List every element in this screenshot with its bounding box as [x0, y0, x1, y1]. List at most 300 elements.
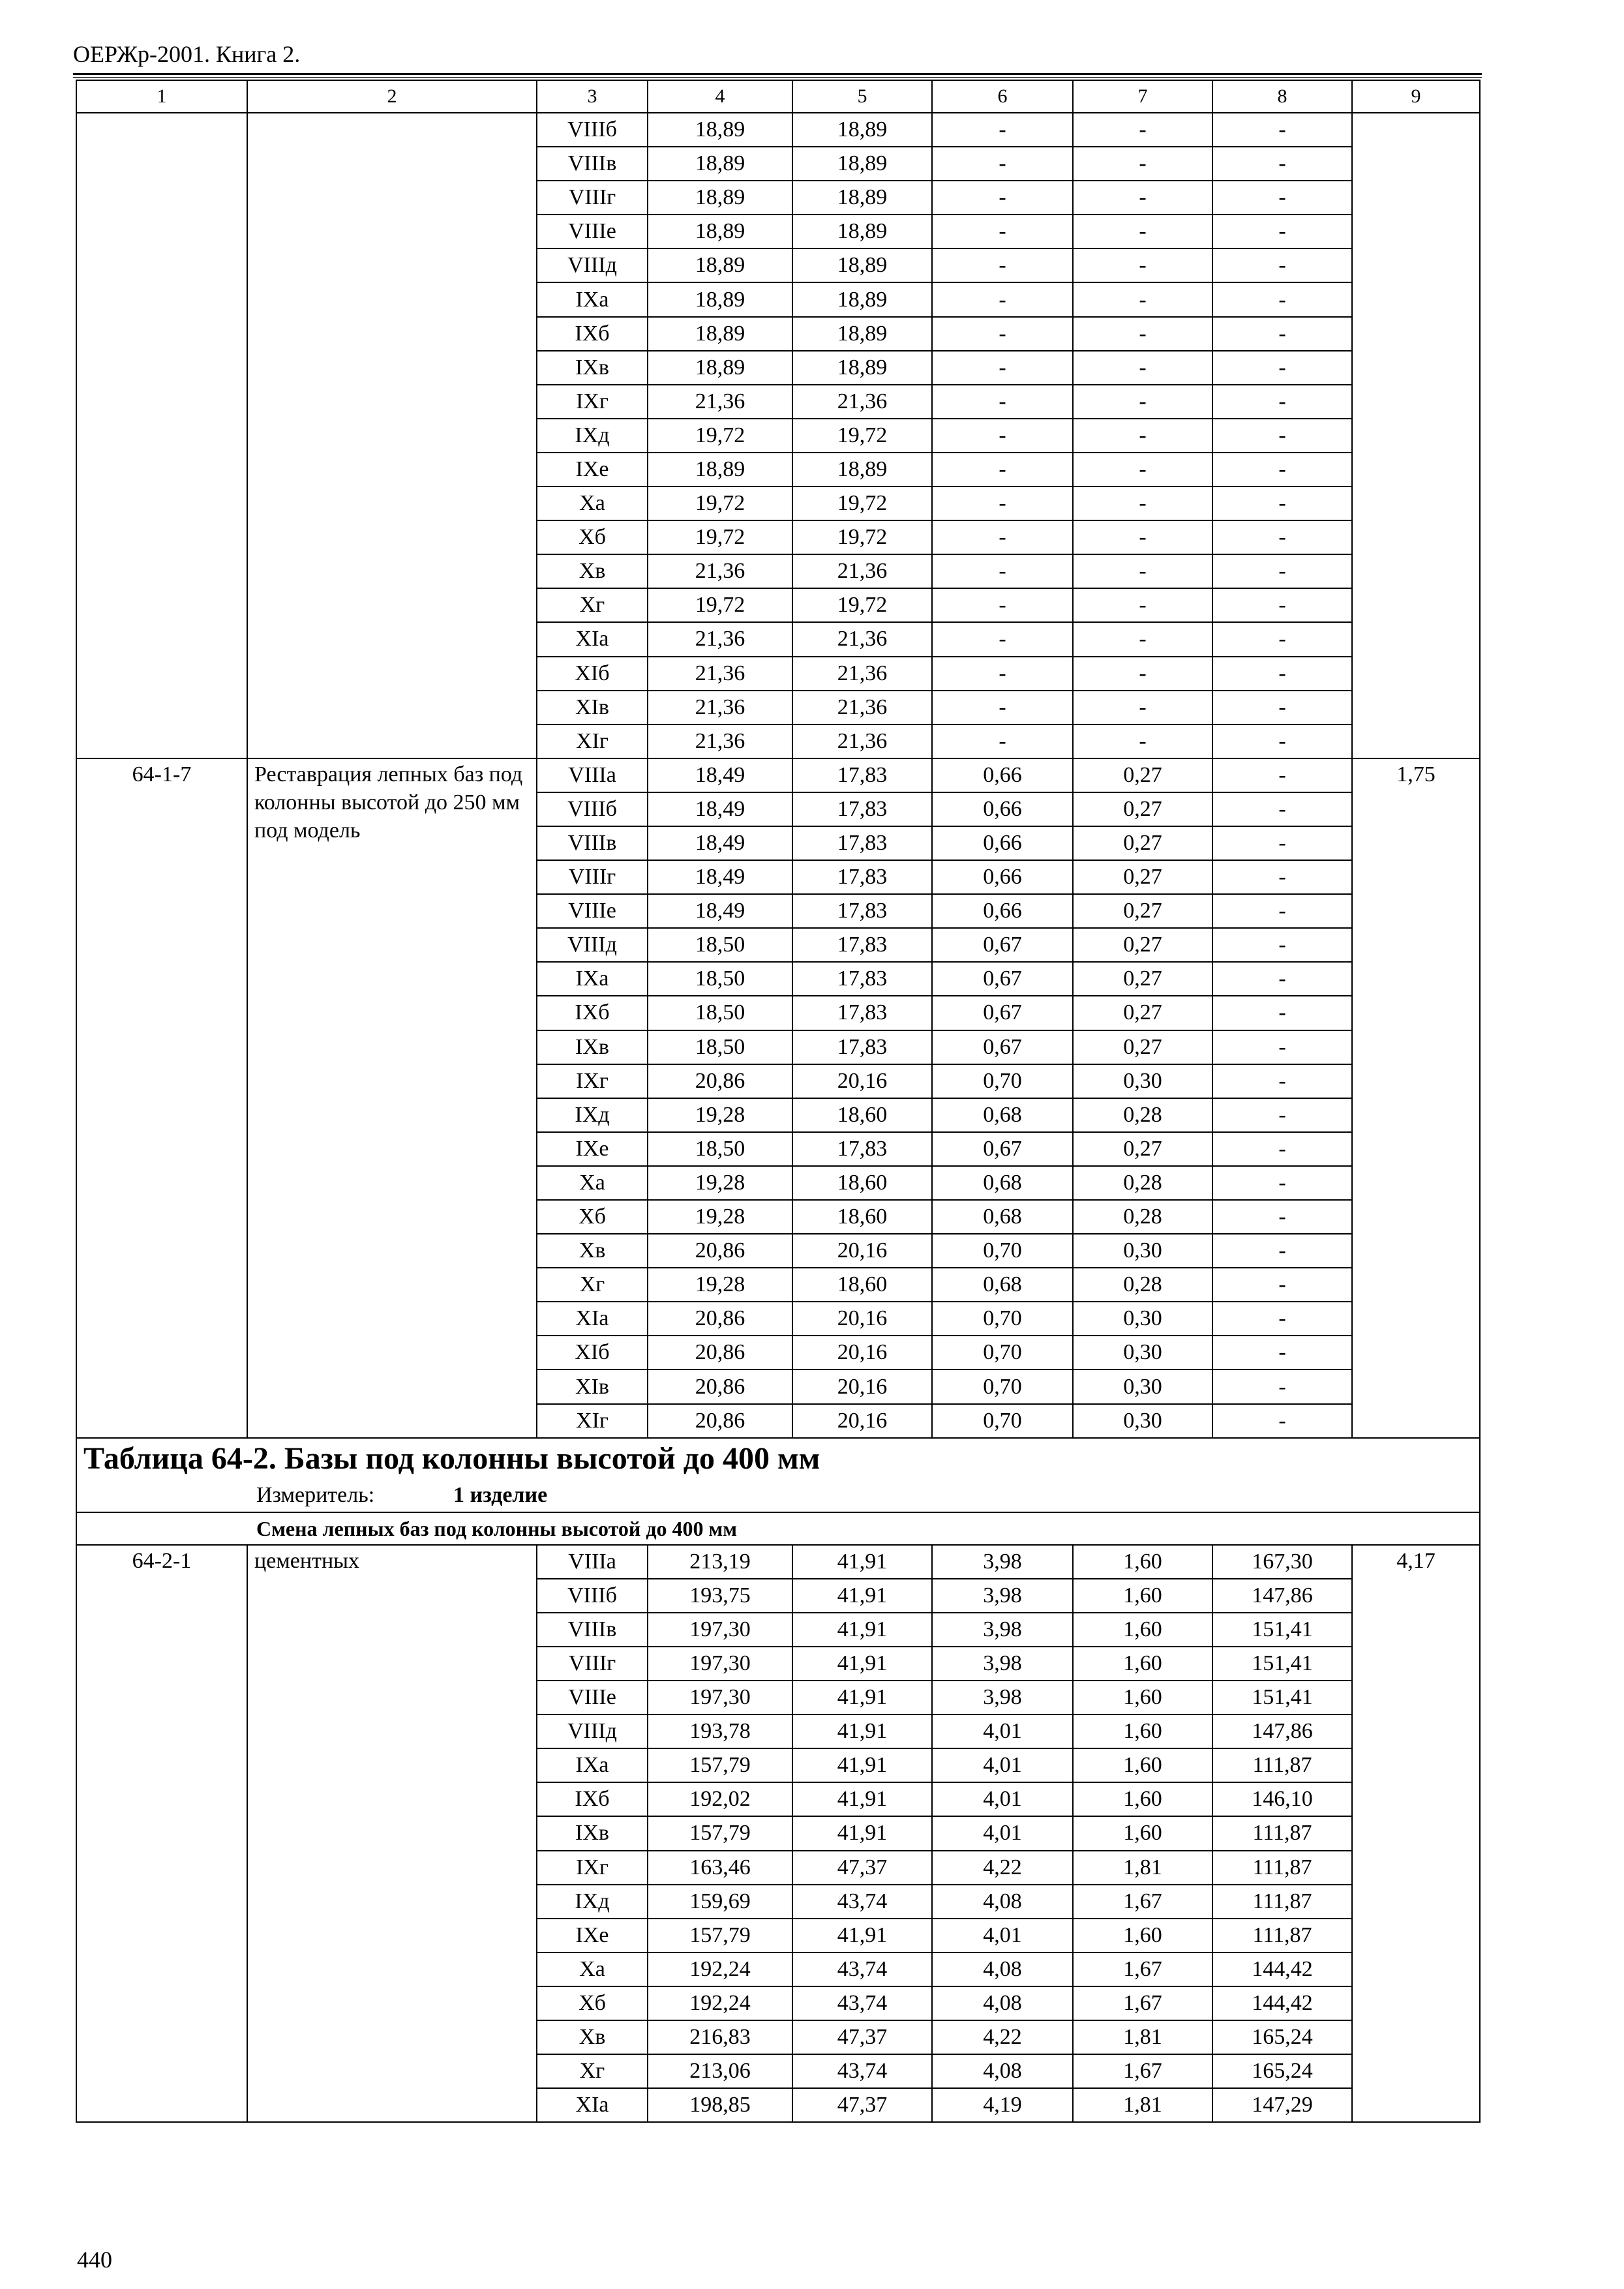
table-cell: 19,72: [792, 419, 932, 453]
measure-cell: [76, 1479, 1480, 1512]
table-cell: 1,67: [1073, 1885, 1212, 1919]
table-cell: 0,70: [932, 1234, 1073, 1268]
table-cell: 47,37: [792, 2088, 932, 2122]
table-cell: 19,72: [648, 486, 792, 520]
table-cell: -: [1212, 147, 1352, 181]
table-cell: IXд: [537, 419, 648, 453]
table-cell: IXа: [537, 282, 648, 316]
col-header: 3: [537, 80, 648, 113]
table-cell: -: [1212, 996, 1352, 1030]
table-cell: 18,89: [792, 317, 932, 351]
table-cell: 4,01: [932, 1782, 1073, 1816]
table-cell: IXд: [537, 1098, 648, 1132]
table-cell: -: [932, 215, 1073, 248]
col9-value: [1352, 113, 1480, 758]
table-cell: 0,70: [932, 1302, 1073, 1336]
table-cell: -: [1212, 962, 1352, 996]
table-cell: 165,24: [1212, 2020, 1352, 2054]
table-cell: -: [1212, 520, 1352, 554]
table-cell: -: [1073, 282, 1212, 316]
table-cell: VIIIб: [537, 1579, 648, 1613]
table-cell: 4,01: [932, 1714, 1073, 1748]
table-cell: 0,27: [1073, 758, 1212, 792]
table-cell: Xг: [537, 1268, 648, 1302]
table-cell: 0,67: [932, 962, 1073, 996]
table-cell: 20,16: [792, 1336, 932, 1369]
table-cell: IXа: [537, 1748, 648, 1782]
table-cell: 20,86: [648, 1369, 792, 1403]
table-cell: -: [1212, 385, 1352, 419]
measure-row: [76, 1479, 1480, 1512]
table-cell: 20,86: [648, 1302, 792, 1336]
table-cell: -: [1212, 248, 1352, 282]
table-cell: 19,72: [648, 520, 792, 554]
table-cell: -: [1212, 419, 1352, 453]
col-header: 1: [76, 80, 247, 113]
table-cell: 18,50: [648, 928, 792, 962]
table-cell: 159,69: [648, 1885, 792, 1919]
table-cell: -: [1073, 351, 1212, 385]
table-cell: 18,49: [648, 758, 792, 792]
table-cell: -: [932, 317, 1073, 351]
table-cell: -: [1212, 928, 1352, 962]
col-header: 7: [1073, 80, 1212, 113]
table-cell: -: [1212, 215, 1352, 248]
table-cell: 0,66: [932, 860, 1073, 894]
table-cell: 18,49: [648, 894, 792, 928]
table-cell: 216,83: [648, 2020, 792, 2054]
table-cell: -: [1073, 113, 1212, 147]
table-cell: 165,24: [1212, 2054, 1352, 2088]
table-cell: 0,67: [932, 996, 1073, 1030]
table-cell: -: [1212, 894, 1352, 928]
table-cell: 0,30: [1073, 1234, 1212, 1268]
table-cell: 21,36: [792, 691, 932, 725]
column-number-row: [76, 80, 1480, 113]
table-cell: 19,28: [648, 1268, 792, 1302]
table-cell: 147,86: [1212, 1579, 1352, 1613]
table-cell: -: [932, 520, 1073, 554]
page-number: 440: [77, 2247, 112, 2273]
table-cell: 0,66: [932, 894, 1073, 928]
table-cell: -: [1212, 1404, 1352, 1438]
table-cell: -: [932, 453, 1073, 486]
table-cell: 0,28: [1073, 1268, 1212, 1302]
table-cell: -: [1073, 453, 1212, 486]
table-cell: -: [932, 113, 1073, 147]
table-cell: 20,16: [792, 1302, 932, 1336]
table-cell: 4,01: [932, 1748, 1073, 1782]
table-cell: 41,91: [792, 1919, 932, 1952]
measure-value: 1 изделие: [453, 1482, 548, 1507]
table-cell: -: [932, 725, 1073, 758]
table-cell: -: [1212, 725, 1352, 758]
table-cell: 151,41: [1212, 1647, 1352, 1681]
table-cell: 1,81: [1073, 1851, 1212, 1885]
table-cell: 4,08: [932, 1986, 1073, 2020]
table-cell: 18,89: [648, 317, 792, 351]
table-cell: VIIIе: [537, 215, 648, 248]
table-cell: -: [1212, 282, 1352, 316]
table-cell: 1,67: [1073, 1986, 1212, 2020]
table-cell: -: [1212, 1030, 1352, 1064]
col-header: 2: [247, 80, 537, 113]
table-cell: -: [1212, 758, 1352, 792]
table-cell: 0,27: [1073, 1030, 1212, 1064]
subsection-cell: [76, 1512, 1480, 1545]
table-cell: 1,60: [1073, 1579, 1212, 1613]
header-rule: [73, 73, 1482, 75]
table-cell: IXд: [537, 1885, 648, 1919]
table-cell: 0,67: [932, 1030, 1073, 1064]
table-cell: 0,68: [932, 1166, 1073, 1200]
table-cell: 0,30: [1073, 1336, 1212, 1369]
table-cell: 0,67: [932, 928, 1073, 962]
table-cell: 0,70: [932, 1369, 1073, 1403]
work-description: [247, 113, 537, 758]
table-cell: 21,36: [648, 622, 792, 656]
table-cell: IXб: [537, 317, 648, 351]
table-cell: 1,67: [1073, 2054, 1212, 2088]
table-cell: 18,89: [792, 215, 932, 248]
table-cell: -: [1212, 1166, 1352, 1200]
table-cell: XIв: [537, 691, 648, 725]
table-cell: 4,19: [932, 2088, 1073, 2122]
table-cell: 17,83: [792, 826, 932, 860]
table-cell: 1,60: [1073, 1816, 1212, 1850]
table-cell: VIIIе: [537, 1681, 648, 1714]
table-cell: 0,30: [1073, 1369, 1212, 1403]
table-cell: VIIIа: [537, 1545, 648, 1579]
table-cell: -: [1212, 691, 1352, 725]
table-cell: 17,83: [792, 1132, 932, 1166]
table-cell: 1,60: [1073, 1647, 1212, 1681]
table-cell: 19,72: [792, 588, 932, 622]
table-cell: 17,83: [792, 996, 932, 1030]
table-cell: Xб: [537, 1200, 648, 1234]
table-cell: 18,89: [792, 147, 932, 181]
col-header: 9: [1352, 80, 1480, 113]
table-cell: 0,68: [932, 1098, 1073, 1132]
table-cell: 163,46: [648, 1851, 792, 1885]
table-cell: 18,60: [792, 1268, 932, 1302]
table-cell: 17,83: [792, 860, 932, 894]
table-cell: -: [1073, 147, 1212, 181]
table-cell: 0,30: [1073, 1302, 1212, 1336]
table-cell: -: [1212, 826, 1352, 860]
table-cell: -: [932, 554, 1073, 588]
table-cell: 41,91: [792, 1613, 932, 1647]
table-cell: -: [1212, 1336, 1352, 1369]
table-cell: 0,66: [932, 792, 1073, 826]
table-cell: -: [932, 248, 1073, 282]
table-cell: 4,22: [932, 2020, 1073, 2054]
table-cell: Xв: [537, 1234, 648, 1268]
table-cell: VIIIа: [537, 758, 648, 792]
table-cell: 18,89: [648, 282, 792, 316]
table-cell: -: [1073, 486, 1212, 520]
col9-value: 1,75: [1352, 758, 1480, 1438]
table-cell: 4,01: [932, 1816, 1073, 1850]
table-cell: 0,28: [1073, 1098, 1212, 1132]
table-cell: -: [1073, 181, 1212, 215]
table-cell: 41,91: [792, 1782, 932, 1816]
table-cell: -: [1212, 351, 1352, 385]
table-cell: 111,87: [1212, 1816, 1352, 1850]
table-cell: -: [1212, 554, 1352, 588]
table-cell: 41,91: [792, 1681, 932, 1714]
table-cell: -: [932, 385, 1073, 419]
table-cell: 18,89: [792, 282, 932, 316]
table-cell: 18,89: [648, 113, 792, 147]
table-cell: 18,50: [648, 1132, 792, 1166]
table-cell: 19,72: [648, 419, 792, 453]
table-cell: -: [932, 351, 1073, 385]
table-cell: VIIIг: [537, 1647, 648, 1681]
col-header: 8: [1212, 80, 1352, 113]
table-cell: 146,10: [1212, 1782, 1352, 1816]
table-cell: 4,22: [932, 1851, 1073, 1885]
table-cell: 193,78: [648, 1714, 792, 1748]
table-cell: 43,74: [792, 2054, 932, 2088]
table-cell: 21,36: [792, 385, 932, 419]
table-cell: 1,60: [1073, 1919, 1212, 1952]
table-cell: 167,30: [1212, 1545, 1352, 1579]
table-cell: IXг: [537, 1851, 648, 1885]
table-cell: IXг: [537, 1064, 648, 1098]
table-cell: 20,86: [648, 1064, 792, 1098]
table-cell: 4,08: [932, 1952, 1073, 1986]
table-cell: 21,36: [648, 691, 792, 725]
table-cell: VIIIг: [537, 860, 648, 894]
col-header: 4: [648, 80, 792, 113]
table-cell: Xб: [537, 1986, 648, 2020]
table-cell: 111,87: [1212, 1748, 1352, 1782]
table-cell: -: [932, 419, 1073, 453]
table-cell: -: [1073, 520, 1212, 554]
table-cell: 151,41: [1212, 1681, 1352, 1714]
table-cell: 18,60: [792, 1200, 932, 1234]
subsection-title: Смена лепных баз под колонны высотой до 400 мм: [256, 1516, 738, 1540]
table-cell: XIб: [537, 1336, 648, 1369]
table-cell: 18,89: [648, 248, 792, 282]
table-cell: 0,67: [932, 1132, 1073, 1166]
table-cell: 4,01: [932, 1919, 1073, 1952]
table-cell: 18,89: [648, 453, 792, 486]
table-cell: -: [1073, 691, 1212, 725]
table-cell: Xа: [537, 1166, 648, 1200]
document-header: ОЕРЖр-2001. Книга 2.: [73, 41, 301, 67]
table-cell: IXв: [537, 351, 648, 385]
table-cell: -: [1212, 792, 1352, 826]
table-cell: -: [1073, 317, 1212, 351]
table-cell: 1,60: [1073, 1782, 1212, 1816]
table-cell: -: [1212, 588, 1352, 622]
table-cell: 197,30: [648, 1681, 792, 1714]
table-cell: 0,28: [1073, 1200, 1212, 1234]
table-cell: 1,60: [1073, 1748, 1212, 1782]
rate-code: 64-2-1: [76, 1545, 247, 2123]
table-cell: 18,89: [648, 147, 792, 181]
table-cell: 21,36: [648, 385, 792, 419]
table-cell: Xг: [537, 2054, 648, 2088]
table-cell: XIа: [537, 2088, 648, 2122]
table-cell: XIв: [537, 1369, 648, 1403]
table-cell: 1,60: [1073, 1714, 1212, 1748]
table-cell: 192,24: [648, 1952, 792, 1986]
table-cell: 0,27: [1073, 860, 1212, 894]
table-cell: 41,91: [792, 1647, 932, 1681]
table-cell: -: [1212, 1098, 1352, 1132]
table-cell: 43,74: [792, 1986, 932, 2020]
table-cell: 18,50: [648, 996, 792, 1030]
table-cell: -: [1073, 622, 1212, 656]
table-cell: -: [932, 622, 1073, 656]
table-cell: 47,37: [792, 2020, 932, 2054]
table-cell: 1,60: [1073, 1613, 1212, 1647]
table-cell: 41,91: [792, 1748, 932, 1782]
table-cell: VIIIв: [537, 147, 648, 181]
table-cell: 20,16: [792, 1404, 932, 1438]
table-row: [76, 758, 1480, 792]
table-cell: 17,83: [792, 928, 932, 962]
table-cell: 21,36: [792, 622, 932, 656]
table-cell: 0,28: [1073, 1166, 1212, 1200]
table-cell: Xг: [537, 588, 648, 622]
table-cell: 20,86: [648, 1336, 792, 1369]
table-cell: IXе: [537, 1132, 648, 1166]
header-rule-thin: [73, 77, 1482, 78]
table-cell: 3,98: [932, 1545, 1073, 1579]
table-cell: 197,30: [648, 1613, 792, 1647]
table-cell: 17,83: [792, 792, 932, 826]
table-cell: VIIIг: [537, 181, 648, 215]
table-cell: 147,86: [1212, 1714, 1352, 1748]
table-cell: 43,74: [792, 1952, 932, 1986]
table-cell: -: [932, 588, 1073, 622]
table-cell: 0,70: [932, 1064, 1073, 1098]
table-cell: 147,29: [1212, 2088, 1352, 2122]
table-cell: 3,98: [932, 1647, 1073, 1681]
table-cell: 0,66: [932, 826, 1073, 860]
table-cell: 18,89: [792, 248, 932, 282]
table-cell: 3,98: [932, 1579, 1073, 1613]
table-cell: 18,89: [792, 453, 932, 486]
table-cell: 20,86: [648, 1404, 792, 1438]
table-cell: Xа: [537, 1952, 648, 1986]
table-cell: -: [1212, 486, 1352, 520]
table-cell: 111,87: [1212, 1919, 1352, 1952]
table-cell: 0,27: [1073, 996, 1212, 1030]
table-cell: 197,30: [648, 1647, 792, 1681]
table-cell: VIIIе: [537, 894, 648, 928]
table-cell: 151,41: [1212, 1613, 1352, 1647]
table-cell: 157,79: [648, 1816, 792, 1850]
table-cell: -: [932, 691, 1073, 725]
table-cell: -: [932, 657, 1073, 691]
table-cell: 0,30: [1073, 1064, 1212, 1098]
table-cell: -: [1212, 317, 1352, 351]
table-cell: 20,16: [792, 1064, 932, 1098]
table-cell: 18,89: [792, 181, 932, 215]
table-cell: VIIIв: [537, 1613, 648, 1647]
rate-code: 64-1-7: [76, 758, 247, 1438]
table-cell: -: [1212, 657, 1352, 691]
table-cell: -: [1073, 657, 1212, 691]
table-cell: XIг: [537, 1404, 648, 1438]
table-cell: 1,60: [1073, 1681, 1212, 1714]
table-cell: 0,27: [1073, 928, 1212, 962]
table-cell: VIIIб: [537, 113, 648, 147]
table-cell: 18,49: [648, 792, 792, 826]
table-cell: IXг: [537, 385, 648, 419]
table-cell: 192,24: [648, 1986, 792, 2020]
table-cell: 41,91: [792, 1545, 932, 1579]
table-cell: 1,81: [1073, 2088, 1212, 2122]
table-cell: -: [932, 147, 1073, 181]
table-cell: 193,75: [648, 1579, 792, 1613]
table-cell: 17,83: [792, 1030, 932, 1064]
table-cell: 1,81: [1073, 2020, 1212, 2054]
table-cell: -: [1212, 1268, 1352, 1302]
table-title: Таблица 64-2. Базы под колонны высотой до 400 мм: [76, 1438, 1480, 1479]
table-cell: 41,91: [792, 1579, 932, 1613]
table-cell: 20,16: [792, 1369, 932, 1403]
col9-value: 4,17: [1352, 1545, 1480, 2123]
table-cell: 144,42: [1212, 1986, 1352, 2020]
table-cell: -: [1073, 554, 1212, 588]
table-cell: 4,08: [932, 1885, 1073, 1919]
table-cell: -: [932, 282, 1073, 316]
table-cell: -: [1212, 860, 1352, 894]
table-cell: 111,87: [1212, 1851, 1352, 1885]
table-cell: 21,36: [792, 554, 932, 588]
table-cell: -: [1073, 215, 1212, 248]
table-cell: 1,67: [1073, 1952, 1212, 1986]
table-cell: -: [1212, 453, 1352, 486]
table-cell: 4,08: [932, 2054, 1073, 2088]
table-cell: -: [932, 181, 1073, 215]
table-cell: 18,89: [648, 351, 792, 385]
table-cell: 157,79: [648, 1919, 792, 1952]
table-cell: -: [1212, 1234, 1352, 1268]
table-cell: 18,49: [648, 860, 792, 894]
table-cell: 0,27: [1073, 894, 1212, 928]
table-cell: -: [1212, 1200, 1352, 1234]
col-header: 6: [932, 80, 1073, 113]
table-cell: -: [1212, 1302, 1352, 1336]
table-cell: 213,19: [648, 1545, 792, 1579]
table-cell: -: [1212, 1064, 1352, 1098]
table-cell: 0,27: [1073, 826, 1212, 860]
table-cell: XIа: [537, 1302, 648, 1336]
table-cell: -: [1073, 588, 1212, 622]
table-cell: Xв: [537, 2020, 648, 2054]
table-cell: 17,83: [792, 962, 932, 996]
table-cell: IXв: [537, 1030, 648, 1064]
table-cell: 18,49: [648, 826, 792, 860]
table-cell: IXб: [537, 996, 648, 1030]
table-cell: 0,30: [1073, 1404, 1212, 1438]
table-cell: 0,27: [1073, 792, 1212, 826]
work-description: Реставрация лепных баз под колонны высотой до 250 мм под модель: [247, 758, 537, 1438]
table-cell: Xв: [537, 554, 648, 588]
table-cell: IXе: [537, 1919, 648, 1952]
table-cell: 20,16: [792, 1234, 932, 1268]
table-cell: 21,36: [648, 657, 792, 691]
table-cell: 18,60: [792, 1098, 932, 1132]
table-cell: VIIIв: [537, 826, 648, 860]
